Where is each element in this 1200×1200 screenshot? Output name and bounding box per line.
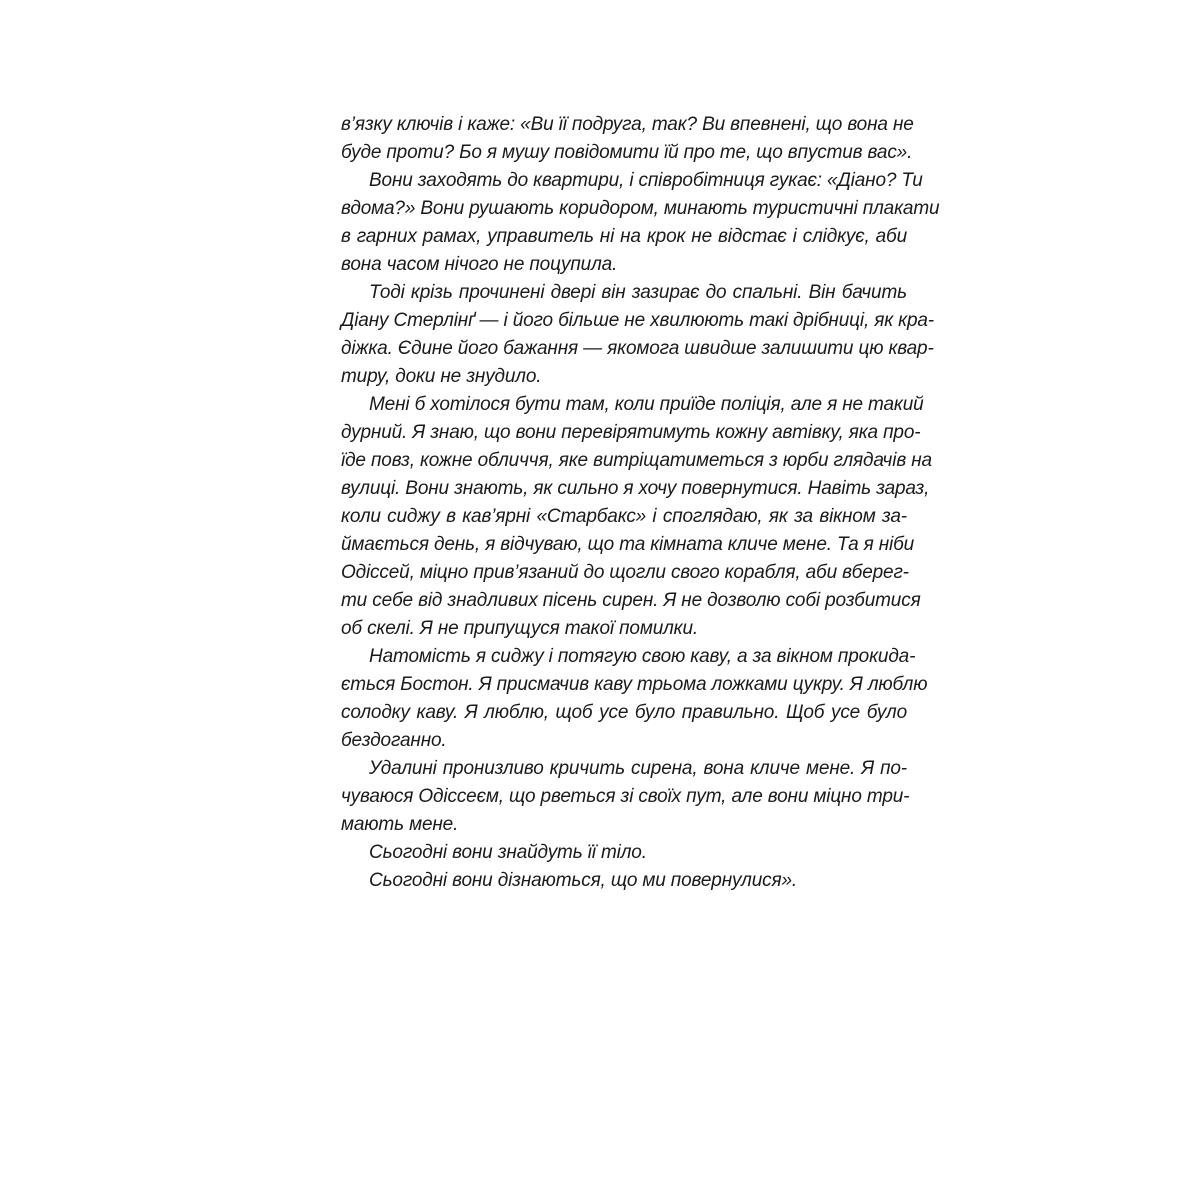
text-line: Сьогодні вони знайдуть її тіло. [369, 842, 647, 863]
text-line: вдома?» Вони рушають коридором, минають туристичні плакати [341, 198, 940, 219]
text-line: бездоганно. [341, 730, 447, 751]
text-line: ти себе від знадливих пісень сирен. Я не дозволю собі розбитися [341, 590, 921, 611]
text-line: коли сиджу в кав’ярні «Старбакс» і споглядаю, як за вікном за- [341, 506, 907, 527]
text-line: Вони заходять до квартири, і співробітниця гукає: «Діано? Ти [369, 170, 923, 191]
text-line: мають мене. [341, 814, 459, 835]
text-line: ймається день, я відчуваю, що та кімната кличе мене. Та я ніби [341, 534, 915, 555]
text-line: їде повз, кожне обличчя, яке витріщатиметься з юрби глядачів на [341, 450, 932, 471]
text-line: чуваюся Одіссеєм, що рветься зі своїх пут, але вони міцно три- [341, 786, 910, 807]
text-line: ється Бостон. Я присмачив каву трьома ложками цукру. Я люблю [341, 674, 928, 695]
text-line: Натомість я сиджу і потягую свою каву, а за вікном прокида- [369, 646, 916, 667]
text-line: Удалині пронизливо кричить сирена, вона кличе мене. Я по- [369, 758, 907, 779]
text-line: в’язку ключів і каже: «Ви її подруга, так? Ви впевнені, що вона не [341, 114, 914, 135]
text-line: Діану Стерлінґ — і його більше не хвилюють такі дрібниці, як кра- [341, 310, 934, 331]
text-line: Одіссей, міцно прив’язаний до щогли свого корабля, аби вберег- [341, 562, 909, 583]
text-line: солодку каву. Я люблю, щоб усе було правильно. Щоб усе було [341, 702, 907, 723]
text-line: тиру, доки не знудило. [341, 366, 542, 387]
text-line: об скелі. Я не припущуся такої помилки. [341, 618, 699, 639]
text-line: буде проти? Бо я мушу повідомити їй про те, що впустив вас». [341, 142, 913, 163]
text-line: дурний. Я знаю, що вони перевірятимуть кожну автівку, яка про- [341, 422, 921, 443]
text-line: вона часом нічого не поцупила. [341, 254, 618, 275]
page-body-text [341, 111, 940, 895]
text-line: діжка. Єдине його бажання — якомога швидше залишити цю квар- [341, 338, 934, 359]
text-line: вулиці. Вони знають, як сильно я хочу повернутися. Навіть зараз, [341, 478, 930, 499]
text-line: Мені б хотілося бути там, коли приїде поліція, але я не такий [369, 394, 924, 415]
text-line: Сьогодні вони дізнаються, що ми повернулися». [369, 870, 798, 891]
text-line: в гарних рамах, управитель ні на крок не відстає і слідкує, аби [341, 226, 907, 247]
text-line: Тоді крізь прочинені двері він зазирає до спальні. Він бачить [369, 282, 907, 303]
